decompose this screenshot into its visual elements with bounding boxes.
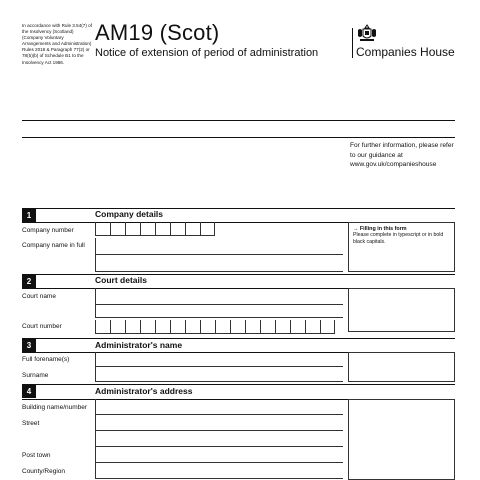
form-title: Notice of extension of period of administration [95,47,319,59]
court-name-input[interactable] [95,288,343,305]
section-title: Company details [95,209,164,219]
section-divider [22,274,455,275]
filling-note-title: → Filling in this form [353,226,407,232]
section-number: 2 [22,275,36,288]
section-title: Administrator's name [95,340,183,350]
company-name-input[interactable] [95,238,343,255]
further-information: For further information, please refer to our guidance at www.gov.uk/companieshouse [350,142,454,168]
legal-reference: In accordance with Rule 3.54(7) of the Insolvency (Scotland) (Company Voluntary Arrangements and Administration) Rules 2018 & Paragraph 77(2) or 78(5)(b) of Schedule B1 to the Insolvency Act 1986. [22,23,92,65]
filling-note-body: Please complete in typescript or in bold black capitals. [353,232,444,245]
header-divider [22,137,455,138]
post-town-label: Post town [22,452,51,459]
surname-input[interactable] [95,367,343,382]
street-input[interactable] [95,415,343,431]
filling-note [348,222,455,272]
company-name-input-line-2[interactable] [95,255,343,272]
logo-divider [352,28,353,58]
forenames-label: Full forename(s) [22,356,70,363]
county-input[interactable] [95,463,343,479]
street-label: Street [22,420,40,427]
building-label: Building name/number [22,404,88,411]
court-number-input[interactable] [95,320,335,334]
companies-house-logo-text: Companies House [356,45,455,59]
section-number: 4 [22,385,36,398]
court-name-label: Court name [22,293,56,300]
forenames-input[interactable] [95,352,343,367]
header-divider [22,120,455,121]
section-number: 3 [22,339,36,352]
section-divider [22,208,455,209]
royal-crest-icon [356,24,378,44]
street-input-line-2[interactable] [95,431,343,447]
section-title: Administrator's address [95,386,193,396]
company-number-label: Company number [22,227,74,234]
address-side-box [348,399,455,480]
post-town-input[interactable] [95,447,343,463]
section-number: 1 [22,209,36,222]
company-name-label: Company name in full [22,242,85,249]
county-label: County/Region [22,468,65,475]
section-divider [22,384,455,385]
court-side-box [348,288,455,332]
section-divider [22,338,455,339]
company-number-input[interactable] [95,222,215,236]
court-name-input-line-2[interactable] [95,305,343,318]
name-side-box [348,352,455,382]
form-code: AM19 (Scot) [95,20,220,45]
building-input[interactable] [95,399,343,415]
section-title: Court details [95,275,147,285]
surname-label: Surname [22,372,49,379]
court-number-label: Court number [22,323,62,330]
